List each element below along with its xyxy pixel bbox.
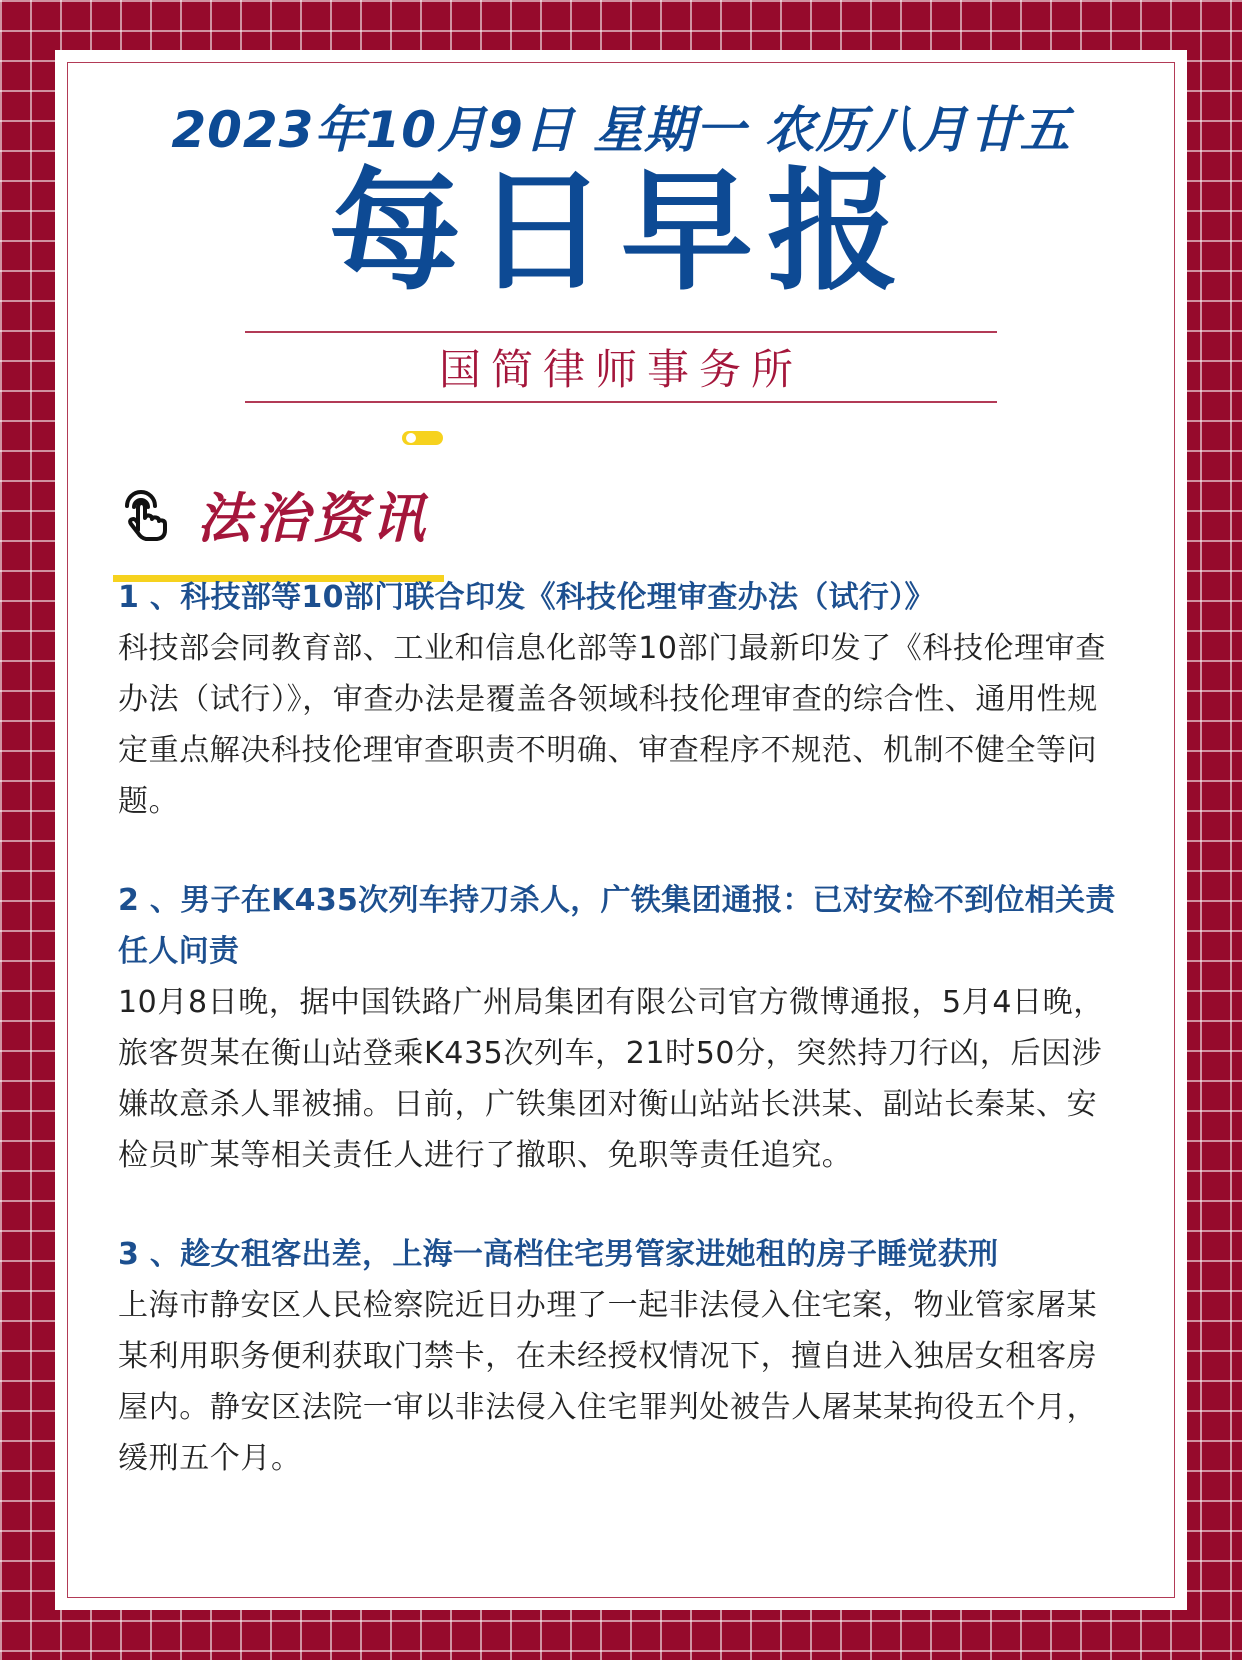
news-list bbox=[118, 572, 1123, 1532]
news-title: 3 、趁女租客出差，上海一高档住宅男管家进她租的房子睡觉获刑 bbox=[118, 1237, 999, 1272]
firm-name: 国简律师事务所 bbox=[438, 345, 803, 394]
news-title: 1 、科技部等10部门联合印发《科技伦理审查办法（试行）》 bbox=[118, 580, 935, 615]
news-body: 科技部会同教育部、工业和信息化部等10部门最新印发了《科技伦理审查办法（试行）》，审查办法是覆盖各领域科技伦理审查的综合性、通用性规定重点解决科技伦理审查职责不明确、审查程序不规范、机制不健全等问题。 bbox=[118, 631, 1106, 819]
hand-pointer-icon bbox=[117, 486, 173, 542]
news-body: 10月8日晚，据中国铁路广州局集团有限公司官方微博通报，5月4日晚，旅客贺某在衡山站登乘K435次列车，21时50分，突然持刀行凶，后因涉嫌故意杀人罪被捕。日前，广铁集团对衡山站站长洪某、副站长秦某、安检员旷某等相关责任人进行了撤职、免职等责任追究。 bbox=[118, 985, 1104, 1173]
divider-bottom bbox=[245, 401, 997, 403]
date-line: 2023年10月9日 星期一 农历八月廿五 bbox=[171, 101, 1071, 159]
divider-top bbox=[245, 331, 997, 333]
news-body: 上海市静安区人民检察院近日办理了一起非法侵入住宅案，物业管家屠某某利用职务便利获取门禁卡，在未经授权情况下，擅自进入独居女租客房屋内。静安区法院一审以非法侵入住宅罪判处被告人屠某某拘役五个月，缓刑五个月。 bbox=[118, 1288, 1098, 1476]
newsletter-card bbox=[55, 50, 1187, 1610]
news-item bbox=[118, 1229, 1123, 1484]
section-title: 法治资讯 bbox=[197, 487, 429, 550]
news-title: 2 、男子在K435次列车持刀杀人，广铁集团通报：已对安检不到位相关责任人问责 bbox=[118, 883, 1116, 969]
news-item bbox=[118, 875, 1123, 1181]
toggle-icon bbox=[402, 431, 443, 445]
page-title: 每日早报 bbox=[329, 155, 913, 309]
section-header bbox=[117, 480, 447, 550]
news-item bbox=[118, 572, 1123, 827]
